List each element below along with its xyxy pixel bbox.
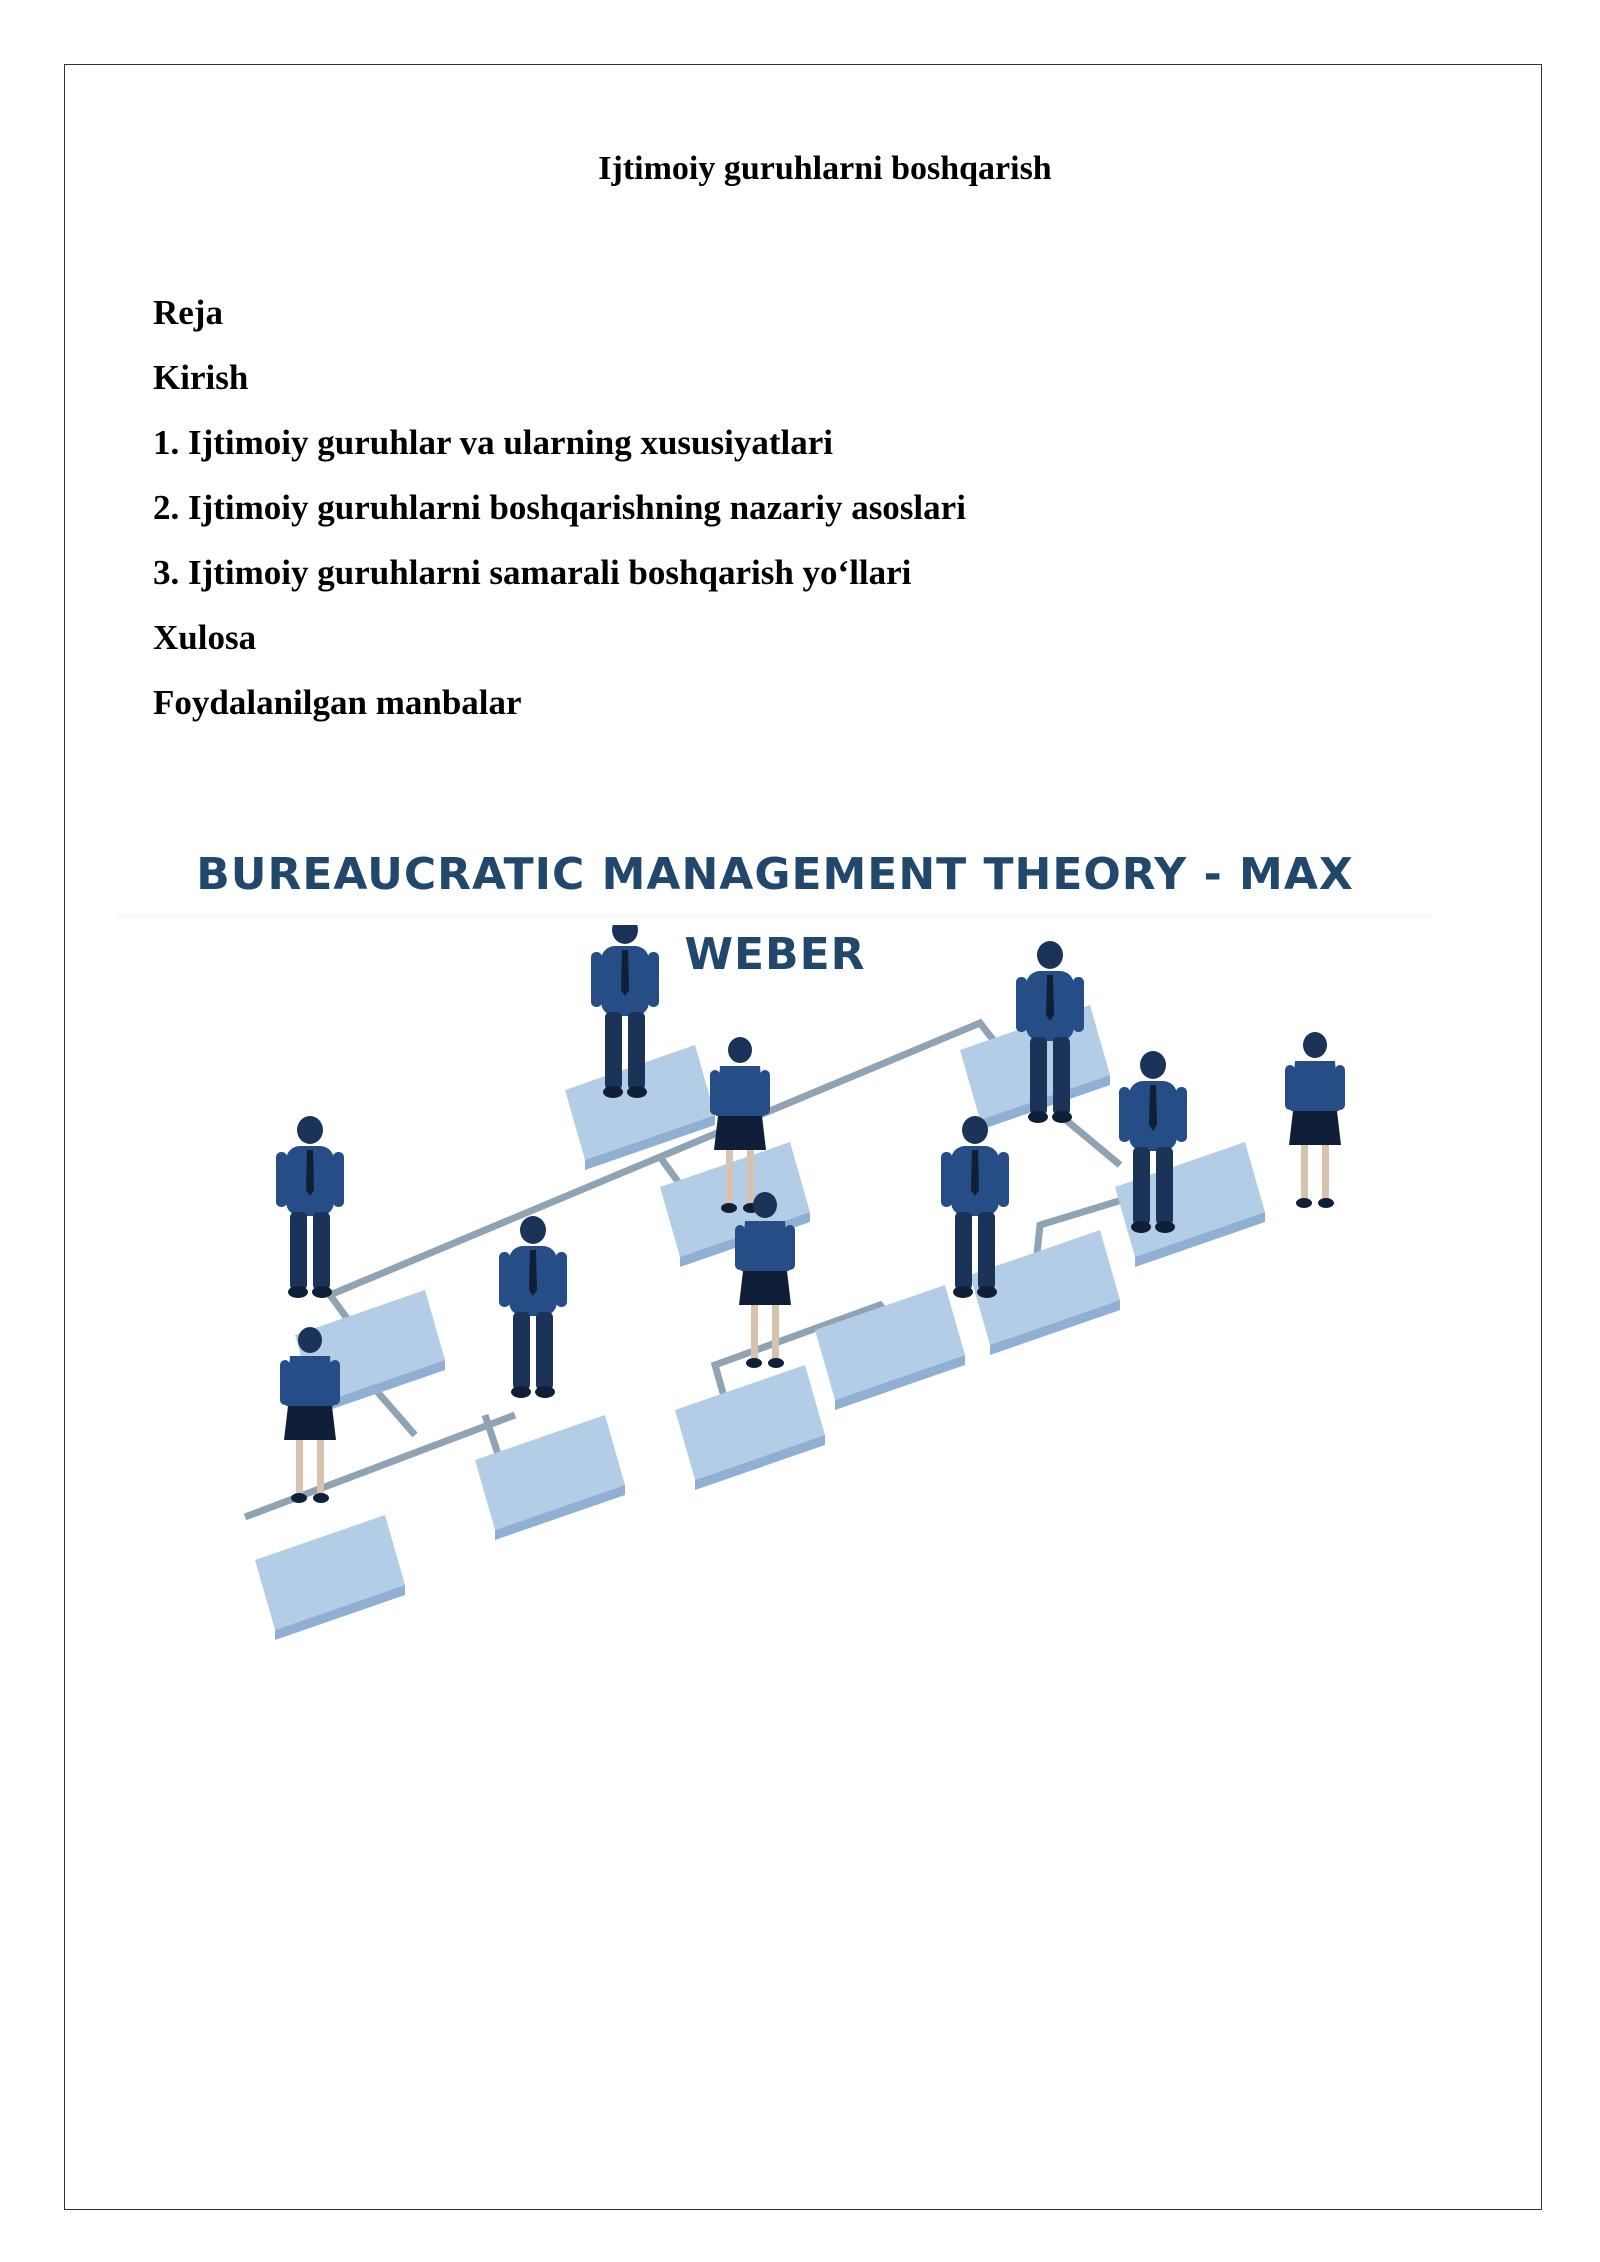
toc-item-references: Foydalanilgan manbalar [153,683,522,722]
table-of-contents [153,280,966,735]
plan-heading: Reja [153,293,223,332]
figure-title: BUREAUCRATIC MANAGEMENT THEORY - MAX WEBER [196,849,1354,980]
org-chart-people-illustration-icon [115,925,1435,1775]
toc-item-section-2: 2. Ijtimoiy guruhlarni boshqarishning nazariy asoslari [153,488,966,527]
toc-item-conclusion: Xulosa [153,618,257,657]
bureaucratic-management-figure [115,835,1435,1775]
toc-item-section-3: 3. Ijtimoiy guruhlarni samarali boshqarish yo‘llari [153,553,912,592]
document-title: Ijtimoiy guruhlarni boshqarish [598,150,1052,187]
toc-item-introduction: Kirish [153,358,249,397]
toc-item-section-1: 1. Ijtimoiy guruhlar va ularning xususiyatlari [153,423,834,462]
